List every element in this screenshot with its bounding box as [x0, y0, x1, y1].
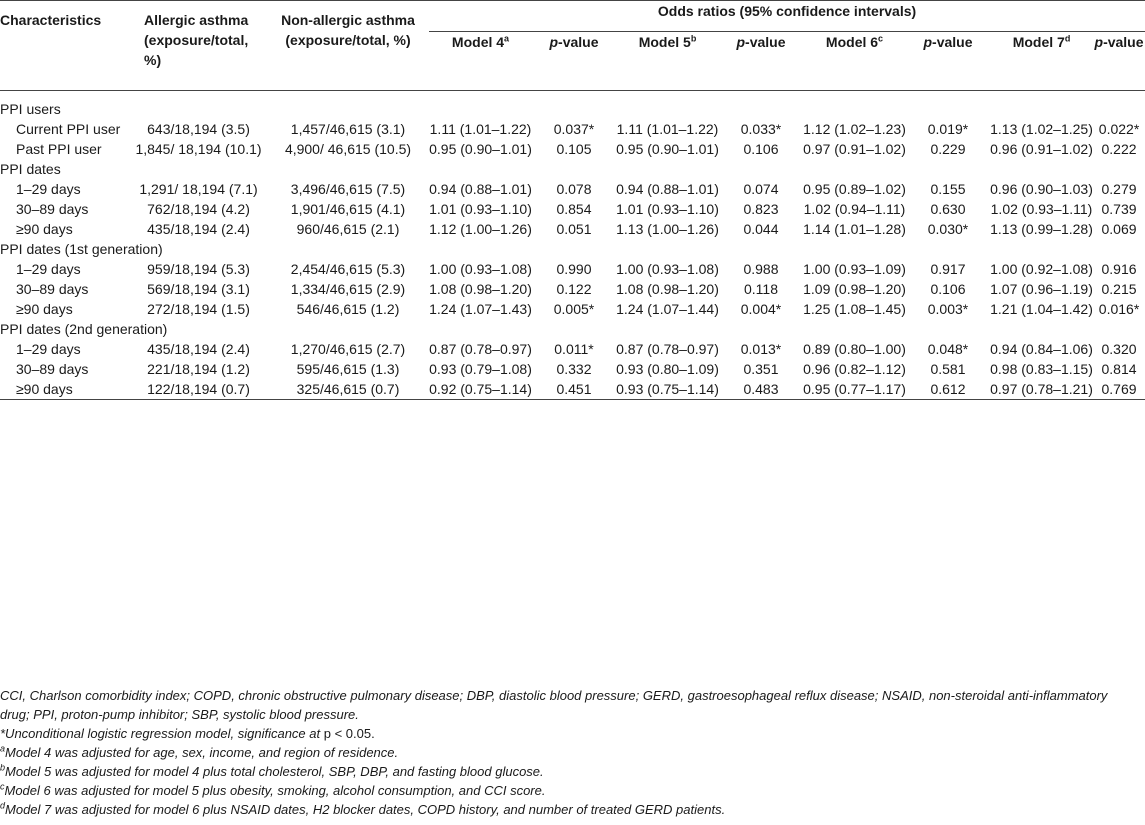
table-row: [0, 199, 1145, 219]
cell-pvalue: 0.003*: [927, 301, 969, 317]
cell-odds-ratio: 0.89 (0.80–1.00): [803, 341, 906, 357]
cell-pvalue: 0.078: [556, 181, 592, 197]
cell-pvalue: 0.122: [556, 281, 592, 297]
cell-odds-ratio: 1.12 (1.00–1.26): [429, 221, 532, 237]
cell-odds-ratio: 1.12 (1.02–1.23): [803, 121, 906, 137]
cell-pvalue: 0.044: [743, 221, 779, 237]
table-body: [0, 91, 1145, 400]
section-row: [0, 319, 1145, 339]
table-row: [0, 359, 1145, 379]
cell-pvalue: 0.581: [930, 361, 966, 377]
cell-pvalue: 0.483: [719, 379, 803, 400]
cell-allergic: 272/18,194 (1.5): [147, 301, 250, 317]
cell-pvalue: 0.215: [1101, 281, 1137, 297]
cell-nonallergic: 1,901/46,615 (4.1): [290, 201, 406, 217]
table-row: [0, 139, 1145, 159]
cell-pvalue: 0.155: [930, 181, 966, 197]
cell-odds-ratio: 1.21 (1.04–1.42): [990, 301, 1093, 317]
cell-pvalue: 0.320: [1101, 341, 1137, 357]
header-pvalue-4: p-value: [549, 34, 599, 50]
footnote-abbreviations: CCI, Charlson comorbidity index; COPD, chronic obstructive pulmonary disease; DBP, diastolic blood pressure; GERD, gastroesophageal reflux disease; NSAID, non-steroidal anti-inflammatory drug; PPI, proton-pump inhibitor; SBP, systolic blood pressure.: [0, 688, 1108, 722]
cell-odds-ratio: 1.07 (0.96–1.19): [990, 281, 1093, 297]
cell-pvalue: 0.612: [906, 379, 990, 400]
cell-odds-ratio: 1.11 (1.01–1.22): [429, 121, 532, 137]
header-model-6: Model 6$^c$: [825, 33, 884, 50]
cell-odds-ratio: 1.00 (0.93–1.08): [429, 261, 532, 277]
cell-pvalue: 0.823: [743, 201, 779, 217]
cell-nonallergic: 960/46,615 (2.1): [296, 221, 400, 237]
header-odds-ratios: Odds ratios (95% confidence intervals): [429, 1, 1145, 32]
cell-pvalue: 0.033*: [740, 121, 782, 137]
row-label: ≥90 days: [0, 379, 130, 400]
cell-allergic: 959/18,194 (5.3): [147, 261, 250, 277]
cell-odds-ratio: 0.98 (0.83–1.15): [990, 361, 1093, 377]
cell-odds-ratio: 0.87 (0.78–0.97): [616, 341, 719, 357]
cell-pvalue: 0.451: [532, 379, 616, 400]
header-characteristics: Characteristics: [0, 12, 102, 28]
section-title: PPI dates (2nd generation): [0, 321, 168, 337]
table-row: [0, 299, 1145, 319]
results-table: [0, 0, 1145, 400]
footnote-significance: *Unconditional logistic regression model, significance at p < 0.05.: [0, 726, 375, 741]
cell-odds-ratio: 0.97 (0.78–1.21): [990, 379, 1093, 400]
cell-odds-ratio: 1.13 (1.02–1.25): [990, 121, 1093, 137]
cell-pvalue: 0.105: [556, 141, 592, 157]
row-label: 30–89 days: [16, 361, 89, 377]
cell-odds-ratio: 1.13 (1.00–1.26): [616, 221, 719, 237]
row-label: Past PPI user: [16, 141, 102, 157]
cell-pvalue: 0.037*: [553, 121, 595, 137]
section-row: [0, 159, 1145, 179]
row-label: ≥90 days: [16, 301, 73, 317]
cell-odds-ratio: 1.00 (0.92–1.08): [990, 261, 1093, 277]
cell-allergic: 1,845/ 18,194 (10.1): [135, 141, 262, 157]
cell-odds-ratio: 0.97 (0.91–1.02): [803, 141, 906, 157]
cell-pvalue: 0.030*: [927, 221, 969, 237]
row-label: Current PPI user: [16, 121, 121, 137]
cell-nonallergic: 2,454/46,615 (5.3): [290, 261, 406, 277]
cell-allergic: 643/18,194 (3.5): [147, 121, 250, 137]
cell-odds-ratio: 1.13 (0.99–1.28): [990, 221, 1093, 237]
cell-pvalue: 0.051: [556, 221, 592, 237]
cell-allergic: 1,291/ 18,194 (7.1): [139, 181, 258, 197]
row-label: 1–29 days: [16, 341, 81, 357]
cell-allergic: 762/18,194 (4.2): [147, 201, 250, 217]
cell-pvalue: 0.118: [744, 281, 778, 297]
cell-pvalue: 0.005*: [553, 301, 595, 317]
table-row: [0, 279, 1145, 299]
cell-nonallergic: 1,334/46,615 (2.9): [290, 281, 406, 297]
row-label: ≥90 days: [16, 221, 73, 237]
cell-pvalue: 0.048*: [927, 341, 969, 357]
row-label: 1–29 days: [16, 181, 81, 197]
footnote-model-7: $^d$Model 7 was adjusted for model 6 plus NSAID dates, H2 blocker dates, COPD history, and number of treated GERD patients.: [0, 800, 726, 817]
cell-odds-ratio: 1.24 (1.07–1.43): [429, 301, 532, 317]
cell-odds-ratio: 0.92 (0.75–1.14): [429, 379, 532, 400]
cell-odds-ratio: 0.87 (0.78–0.97): [429, 341, 532, 357]
header-model-7: Model 7$^d$: [1012, 33, 1071, 50]
cell-odds-ratio: 1.08 (0.98–1.20): [616, 281, 719, 297]
row-label: 1–29 days: [16, 261, 81, 277]
header-model-4: Model 4$^a$: [451, 33, 510, 50]
table-row: [0, 259, 1145, 279]
footnote-model-6: $^c$Model 6 was adjusted for model 5 plus obesity, smoking, alcohol consumption, and CCI score.: [0, 781, 546, 798]
cell-odds-ratio: 0.95 (0.89–1.02): [803, 181, 906, 197]
header-allergic: Allergic asthma (exposure/total, %): [144, 12, 249, 68]
cell-odds-ratio: 1.01 (0.93–1.10): [429, 201, 532, 217]
cell-pvalue: 0.917: [930, 261, 966, 277]
cell-pvalue: 0.011*: [554, 341, 594, 357]
cell-odds-ratio: 1.11 (1.01–1.22): [616, 121, 719, 137]
cell-odds-ratio: 0.93 (0.75–1.14): [616, 379, 719, 400]
cell-pvalue: 0.990: [556, 261, 592, 277]
row-label: 30–89 days: [16, 281, 89, 297]
row-label: 30–89 days: [16, 201, 89, 217]
table-row: [0, 119, 1145, 139]
cell-odds-ratio: 1.00 (0.93–1.09): [803, 261, 906, 277]
cell-odds-ratio: 1.01 (0.93–1.10): [616, 201, 719, 217]
section-row: [0, 91, 1145, 120]
cell-odds-ratio: 1.24 (1.07–1.44): [616, 301, 719, 317]
table-row: [0, 179, 1145, 199]
header-pvalue-5: p-value: [736, 34, 786, 50]
cell-nonallergic: 325/46,615 (0.7): [267, 379, 429, 400]
cell-allergic: 221/18,194 (1.2): [147, 361, 250, 377]
cell-odds-ratio: 0.96 (0.82–1.12): [803, 361, 906, 377]
cell-pvalue: 0.630: [930, 201, 966, 217]
cell-allergic: 435/18,194 (2.4): [147, 341, 250, 357]
header-pvalue-7: p-value: [1094, 34, 1144, 50]
cell-odds-ratio: 0.93 (0.80–1.09): [616, 361, 719, 377]
cell-odds-ratio: 0.93 (0.79–1.08): [429, 361, 532, 377]
cell-pvalue: 0.106: [743, 141, 779, 157]
cell-pvalue: 0.019*: [927, 121, 969, 137]
cell-nonallergic: 546/46,615 (1.2): [296, 301, 400, 317]
cell-odds-ratio: 1.02 (0.94–1.11): [803, 201, 906, 217]
section-title: PPI dates (1st generation): [0, 241, 163, 257]
cell-odds-ratio: 0.96 (0.91–1.02): [990, 141, 1093, 157]
cell-pvalue: 0.739: [1101, 201, 1137, 217]
cell-allergic: 122/18,194 (0.7): [130, 379, 267, 400]
cell-pvalue: 0.229: [930, 141, 966, 157]
cell-pvalue: 0.814: [1101, 361, 1137, 377]
cell-odds-ratio: 0.94 (0.84–1.06): [990, 341, 1093, 357]
cell-pvalue: 0.222: [1101, 141, 1137, 157]
cell-pvalue: 0.916: [1101, 261, 1137, 277]
cell-odds-ratio: 1.09 (0.98–1.20): [803, 281, 906, 297]
cell-nonallergic: 1,270/46,615 (2.7): [290, 341, 406, 357]
section-title: PPI users: [0, 101, 61, 117]
footnotes: [0, 686, 1140, 819]
footnote-model-5: $^b$Model 5 was adjusted for model 4 plus total cholesterol, SBP, DBP, and fasting blood glucose.: [0, 762, 544, 779]
cell-allergic: 569/18,194 (3.1): [147, 281, 250, 297]
header-model-5: Model 5$^b$: [638, 33, 697, 50]
cell-odds-ratio: 1.14 (1.01–1.28): [803, 221, 906, 237]
cell-pvalue: 0.988: [743, 261, 779, 277]
cell-nonallergic: 1,457/46,615 (3.1): [290, 121, 406, 137]
table-row: [0, 379, 1145, 400]
header-pvalue-6: p-value: [923, 34, 973, 50]
cell-pvalue: 0.854: [556, 201, 592, 217]
cell-pvalue: 0.016*: [1098, 301, 1140, 317]
cell-odds-ratio: 1.25 (1.08–1.45): [803, 301, 906, 317]
footnote-model-4: $^a$Model 4 was adjusted for age, sex, income, and region of residence.: [0, 743, 399, 760]
header-nonallergic: Non-allergic asthma (exposure/total, %): [281, 12, 415, 48]
cell-odds-ratio: 1.08 (0.98–1.20): [429, 281, 532, 297]
section-row: [0, 239, 1145, 259]
cell-pvalue: 0.069: [1101, 221, 1137, 237]
cell-odds-ratio: 0.95 (0.77–1.17): [803, 379, 906, 400]
cell-odds-ratio: 0.94 (0.88–1.01): [429, 181, 532, 197]
cell-nonallergic: 3,496/46,615 (7.5): [290, 181, 406, 197]
cell-odds-ratio: 1.00 (0.93–1.08): [616, 261, 719, 277]
cell-pvalue: 0.022*: [1098, 121, 1140, 137]
cell-pvalue: 0.769: [1093, 379, 1145, 400]
cell-nonallergic: 595/46,615 (1.3): [296, 361, 400, 377]
cell-pvalue: 0.013*: [740, 341, 782, 357]
cell-pvalue: 0.279: [1101, 181, 1137, 197]
cell-odds-ratio: 0.95 (0.90–1.01): [429, 141, 532, 157]
table-row: [0, 339, 1145, 359]
cell-allergic: 435/18,194 (2.4): [147, 221, 250, 237]
cell-pvalue: 0.004*: [740, 301, 782, 317]
cell-odds-ratio: 0.94 (0.88–1.01): [616, 181, 719, 197]
cell-pvalue: 0.332: [556, 361, 592, 377]
cell-pvalue: 0.351: [743, 361, 779, 377]
cell-odds-ratio: 1.02 (0.93–1.11): [990, 201, 1093, 217]
cell-odds-ratio: 0.95 (0.90–1.01): [616, 141, 719, 157]
table-row: [0, 219, 1145, 239]
cell-odds-ratio: 0.96 (0.90–1.03): [990, 181, 1093, 197]
section-title: PPI dates: [0, 161, 61, 177]
cell-nonallergic: 4,900/ 46,615 (10.5): [284, 141, 412, 157]
cell-pvalue: 0.106: [930, 281, 966, 297]
cell-pvalue: 0.074: [743, 181, 779, 197]
